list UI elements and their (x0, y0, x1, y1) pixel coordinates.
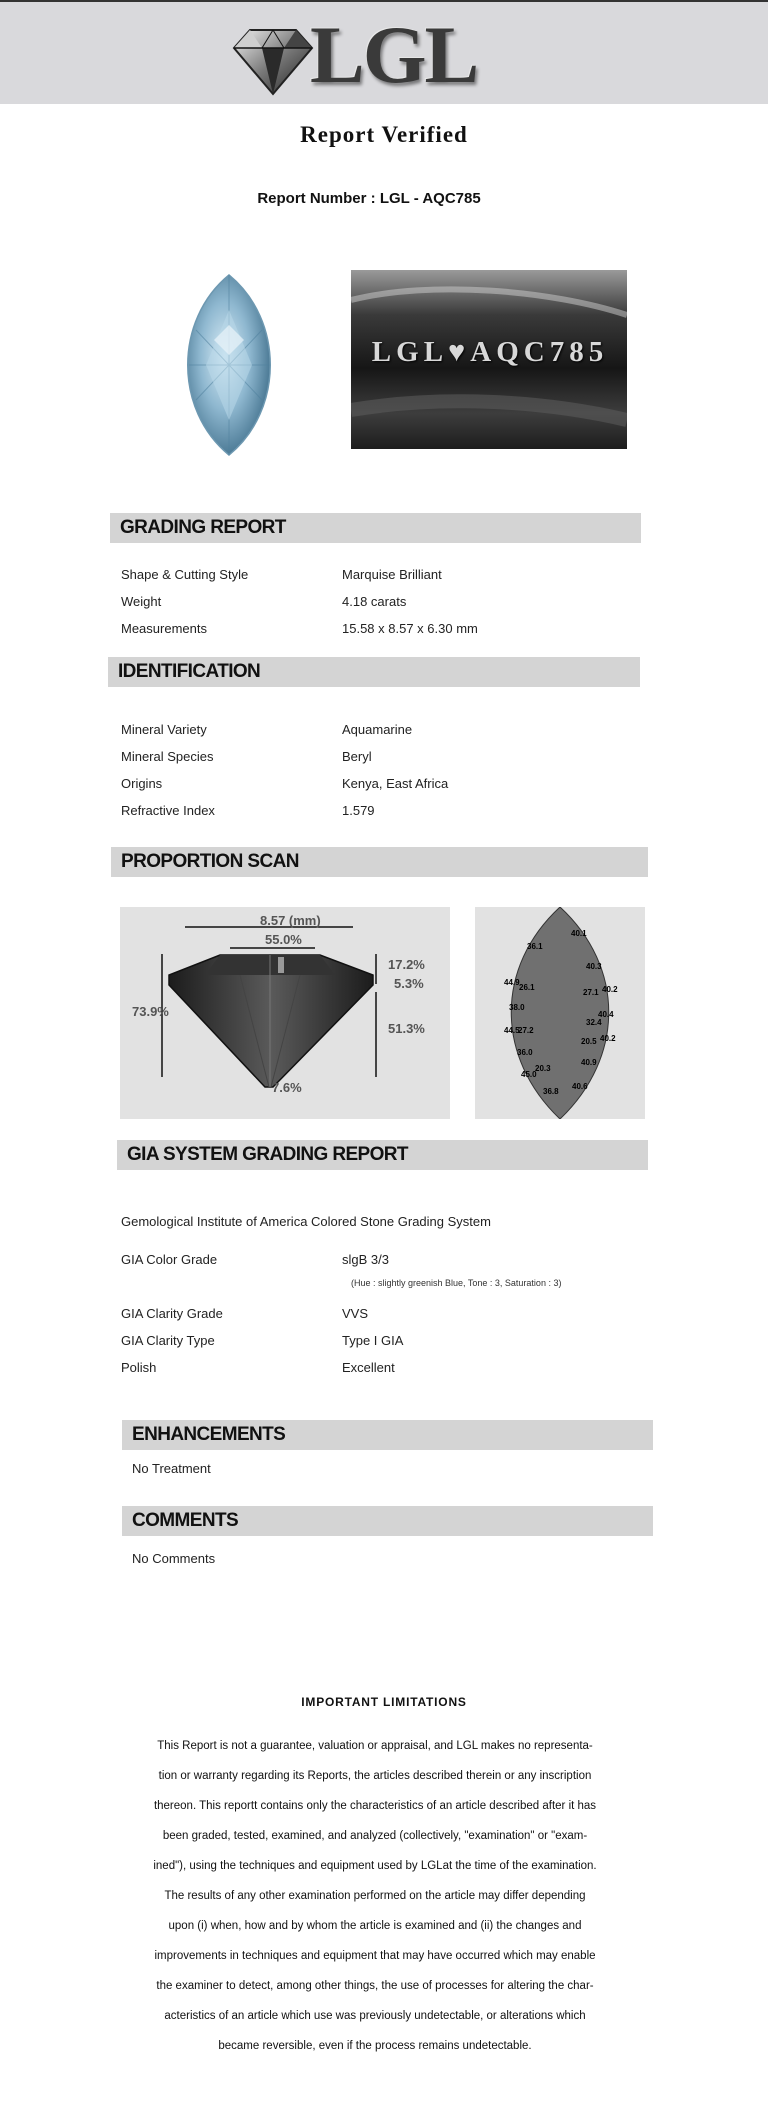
facet-diagram (475, 907, 645, 1119)
identification-header (108, 657, 640, 687)
facet-value: 40.9 (581, 1058, 597, 1067)
gia-report-header (117, 1140, 648, 1170)
girdle-pct-label: 5.3% (394, 976, 424, 991)
facet-value: 40.2 (602, 985, 618, 994)
origins-value: Kenya, East Africa (342, 776, 449, 791)
facet-value: 45.0 (521, 1070, 537, 1079)
shape-value: Marquise Brilliant (342, 567, 442, 582)
origins-label: Origins (121, 776, 163, 791)
gia-color-grade-label: GIA Color Grade (121, 1252, 218, 1267)
gia-clarity-type-label: GIA Clarity Type (121, 1333, 215, 1348)
measurements-label: Measurements (121, 621, 207, 636)
pavilion-pct-label: 51.3% (388, 1021, 425, 1036)
lgl-logo (230, 9, 500, 102)
gem-photo (134, 270, 324, 460)
header-banner (0, 0, 768, 104)
width-label: 8.57 (mm) (260, 913, 321, 928)
polish-value: Excellent (342, 1360, 395, 1375)
grading-report-title: GRADING REPORT (120, 517, 286, 538)
crown-pct-label: 17.2% (388, 957, 425, 972)
inscription-text: LGL♥AQC785 (371, 336, 609, 368)
facet-value: 20.3 (535, 1064, 551, 1073)
gia-report-title: GIA SYSTEM GRADING REPORT (127, 1144, 408, 1165)
grading-report-header (110, 513, 641, 543)
comments-header (122, 1506, 653, 1536)
limitations-title: IMPORTANT LIMITATIONS (301, 1695, 467, 1709)
enhancements-title: ENHANCEMENTS (132, 1424, 286, 1445)
refractive-index-value: 1.579 (342, 803, 375, 818)
page-title: Report Verified (300, 122, 468, 147)
limitations-line: acteristics of an article which use was previously undetectable, or alterations which (164, 2010, 586, 2022)
gia-clarity-grade-label: GIA Clarity Grade (121, 1306, 223, 1321)
proportion-scan-header (111, 847, 648, 877)
limitations-line: upon (i) when, how and by whom the article is examined and (ii) the changes and (168, 1920, 582, 1932)
facet-value: 40.4 (598, 1010, 614, 1019)
enhancements-text: No Treatment (132, 1461, 211, 1476)
gia-color-note: (Hue : slightly greenish Blue, Tone : 3, Saturation : 3) (351, 1278, 562, 1288)
gia-clarity-grade-value: VVS (342, 1306, 369, 1321)
facet-value: 36.0 (517, 1048, 533, 1057)
polish-label: Polish (121, 1360, 157, 1375)
enhancements-header (122, 1420, 653, 1450)
limitations-line: became reversible, even if the process remains undetectable. (218, 2040, 532, 2052)
facet-value: 26.1 (519, 983, 535, 992)
profile-diagram (120, 907, 450, 1119)
limitations-line: This Report is not a guarantee, valuation or appraisal, and LGL makes no representa- (157, 1740, 593, 1752)
proportion-scan-title: PROPORTION SCAN (121, 851, 299, 872)
facet-value: 36.1 (527, 942, 543, 951)
facet-value: 44.9 (504, 978, 520, 987)
identification-title: IDENTIFICATION (118, 661, 261, 682)
facet-value: 27.2 (518, 1026, 534, 1035)
limitations-line: tion or warranty regarding its Reports, the articles described therein or any inscription (158, 1770, 592, 1782)
facet-value: 20.5 (581, 1037, 597, 1046)
culet-pct-label: 7.6% (272, 1080, 302, 1095)
mineral-species-label: Mineral Species (121, 749, 214, 764)
weight-value: 4.18 carats (342, 594, 407, 609)
weight-label: Weight (121, 594, 162, 609)
shape-label: Shape & Cutting Style (121, 567, 249, 582)
facet-value: 36.8 (543, 1087, 559, 1096)
facet-value: 27.1 (583, 988, 599, 997)
limitations-line: The results of any other examination performed on the article may differ depending (164, 1890, 586, 1902)
facet-value: 44.5 (504, 1026, 520, 1035)
facet-value: 40.6 (572, 1082, 588, 1091)
limitations-line: been graded, tested, examined, and analyzed (collectively, "examination" or "exam- (162, 1830, 588, 1842)
gia-intro: Gemological Institute of America Colored Stone Grading System (121, 1214, 491, 1229)
mineral-species-value: Beryl (342, 749, 372, 764)
mineral-variety-value: Aquamarine (342, 722, 413, 737)
facet-value: 40.2 (600, 1034, 616, 1043)
depth-pct-label: 73.9% (132, 1004, 169, 1019)
diamond-icon (230, 16, 316, 102)
inscription-photo (351, 270, 627, 449)
comments-title: COMMENTS (132, 1510, 239, 1531)
facet-value: 38.0 (509, 1003, 525, 1012)
logo-text: LGL (310, 9, 478, 100)
mineral-variety-label: Mineral Variety (121, 722, 207, 737)
measurements-value: 15.58 x 8.57 x 6.30 mm (342, 621, 478, 636)
gia-clarity-type-value: Type I GIA (342, 1333, 404, 1348)
facet-value: 40.3 (586, 962, 602, 971)
limitations-line: improvements in techniques and equipment that may have occurred which may enable (154, 1950, 596, 1962)
gia-color-grade-value: slgB 3/3 (342, 1252, 389, 1267)
comments-text: No Comments (132, 1551, 216, 1566)
facet-value: 32.4 (586, 1018, 602, 1027)
limitations-line: thereon. This reportt contains only the characteristics of an article described after it has (153, 1800, 597, 1812)
report-number: Report Number : LGL - AQC785 (257, 190, 481, 207)
table-pct-label: 55.0% (265, 932, 302, 947)
limitations-line: ined"), using the techniques and equipment used by LGLat the time of the examination. (153, 1860, 597, 1872)
facet-value: 40.1 (571, 929, 587, 938)
limitations-line: the examiner to detect, among other things, the use of processes for altering the char- (156, 1980, 594, 1992)
refractive-index-label: Refractive Index (121, 803, 215, 818)
